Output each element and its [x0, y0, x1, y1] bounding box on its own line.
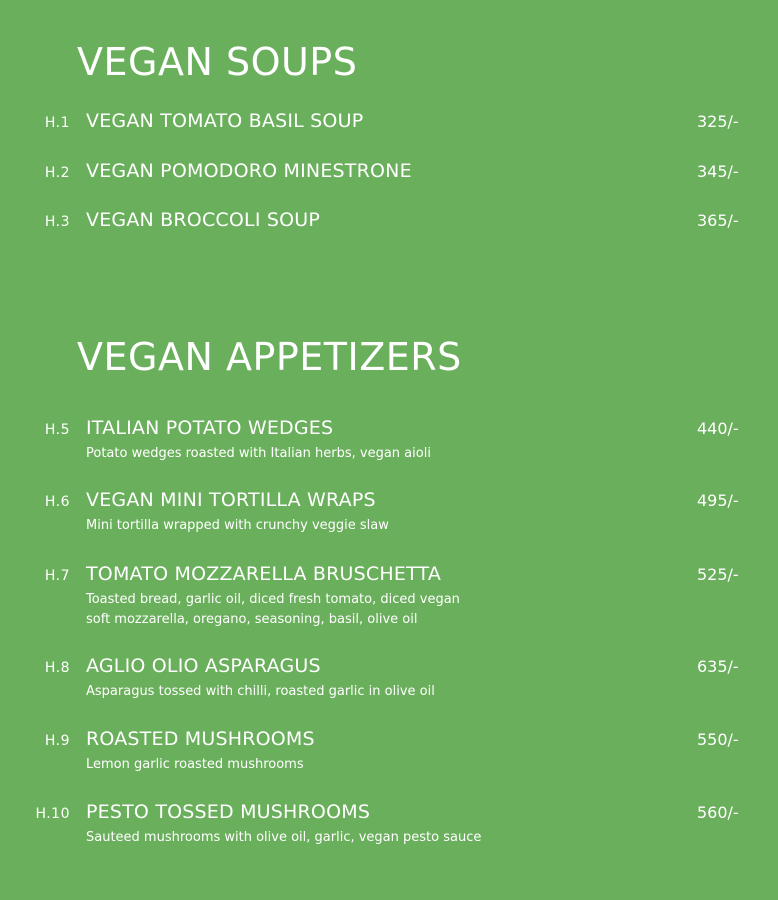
item-code: H.6 [44, 494, 70, 510]
item-price: 440/- [697, 419, 739, 438]
item-price: 345/- [697, 162, 739, 181]
item-description: Mini tortilla wrapped with crunchy veggie slaw [86, 518, 389, 533]
item-code: H.5 [44, 422, 70, 438]
item-code: H.2 [44, 165, 70, 181]
item-name: VEGAN TOMATO BASIL SOUP [86, 110, 364, 132]
item-description: Potato wedges roasted with Italian herbs, vegan aioli [86, 446, 431, 461]
item-name: VEGAN MINI TORTILLA WRAPS [86, 489, 376, 511]
item-name: ITALIAN POTATO WEDGES [86, 417, 334, 439]
item-price: 365/- [697, 211, 739, 230]
item-price: 560/- [697, 803, 739, 822]
item-name: PESTO TOSSED MUSHROOMS [86, 801, 371, 823]
item-code: H.10 [35, 806, 70, 822]
item-price: 325/- [697, 112, 739, 131]
item-code: H.9 [44, 733, 70, 749]
item-price: 550/- [697, 730, 739, 749]
item-description: Asparagus tossed with chilli, roasted garlic in olive oil [86, 684, 435, 699]
item-description: Sauteed mushrooms with olive oil, garlic, vegan pesto sauce [86, 830, 482, 845]
item-description: Lemon garlic roasted mushrooms [86, 757, 304, 772]
item-name: TOMATO MOZZARELLA BRUSCHETTA [86, 563, 442, 585]
item-code: H.8 [44, 660, 70, 676]
item-name: AGLIO OLIO ASPARAGUS [86, 655, 321, 677]
item-price: 495/- [697, 491, 739, 510]
item-price: 525/- [697, 565, 739, 584]
item-description: Toasted bread, garlic oil, diced fresh tomato, diced vegan soft mozzarella, oregano, seasoning, basil, olive oil [86, 592, 460, 627]
section-title-soups: VEGAN SOUPS [77, 40, 358, 84]
item-price: 635/- [697, 657, 739, 676]
item-code: H.3 [44, 214, 70, 230]
item-code: H.7 [44, 568, 70, 584]
item-name: VEGAN POMODORO MINESTRONE [86, 160, 412, 182]
item-name: VEGAN BROCCOLI SOUP [86, 209, 321, 231]
item-code: H.1 [44, 115, 70, 131]
item-name: ROASTED MUSHROOMS [86, 728, 315, 750]
section-title-appetizers: VEGAN APPETIZERS [77, 335, 462, 379]
